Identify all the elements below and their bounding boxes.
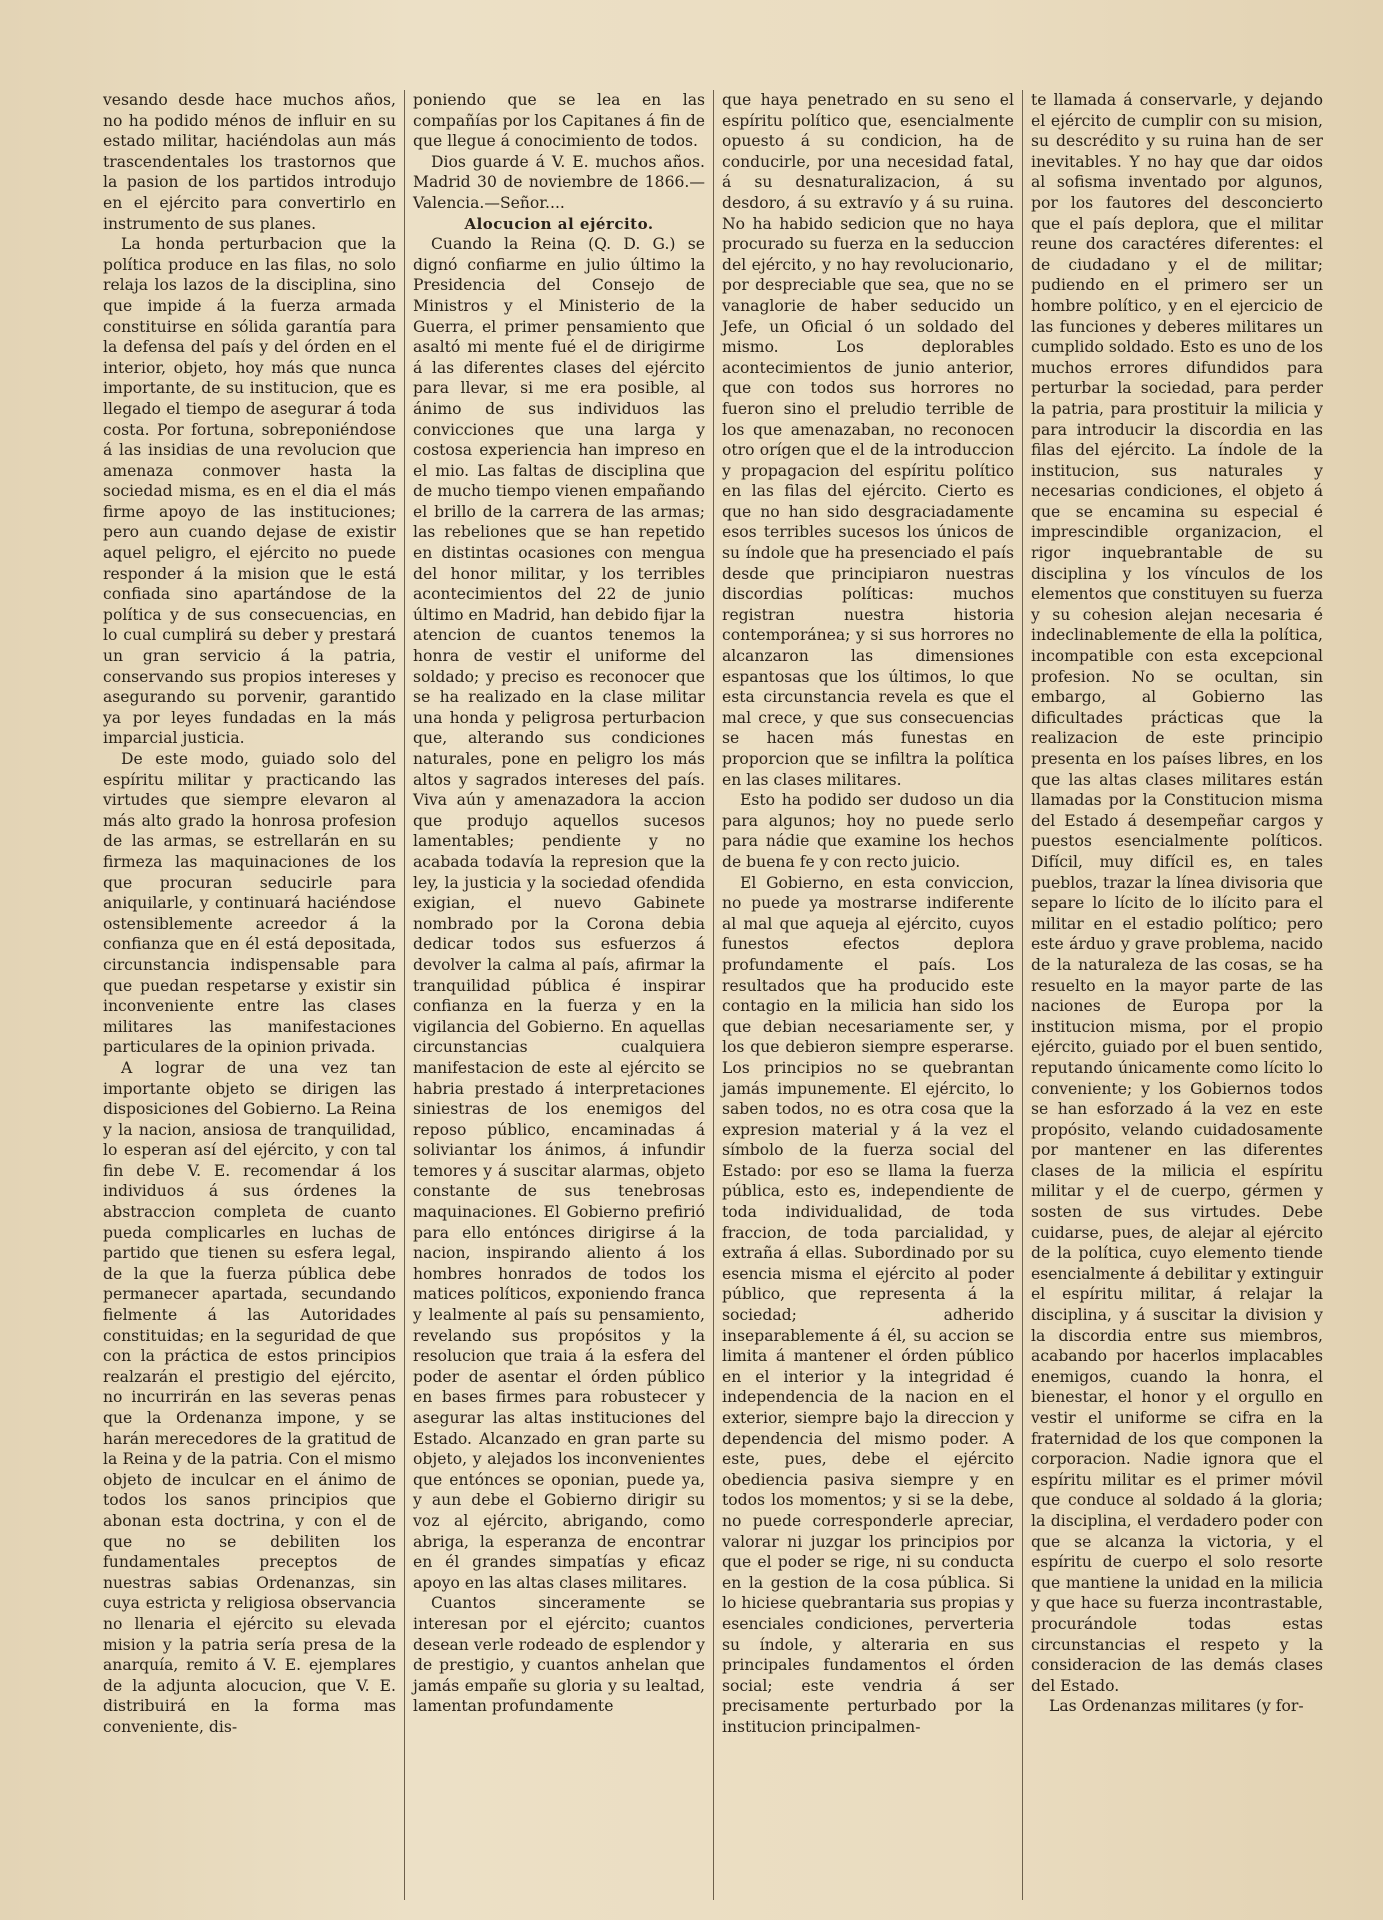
section-headline: Alocucion al ejército.	[464, 214, 654, 233]
article-paragraph: Dios guarde á V. E. muchos años. Madrid 30 de noviembre de 1866.—Valencia.—Señor....	[413, 152, 705, 212]
column-4	[1022, 90, 1331, 1900]
article-paragraph: Las Ordenanzas militares (y for-	[1049, 1697, 1304, 1716]
article-paragraph: que haya penetrado en su seno el espíritu político que, esencialmente opuesto á su condicion, ha de conducirle, por una necesidad fatal, á su desnaturalizacion, á su desdoro, á su extravío y á su ruina. No ha habido sedicion que no haya procurado su fuerza en la seduccion del ejército, y no hay revolucionario, por despreciable que sea, que no se vanaglorie de haber seducido un Jefe, un Oficial ó un soldado del mismo. Los deplorables acontecimientos de junio anterior, que con todos sus horrores no fueron sino el preludio terrible de los que amenazaban, no reconocen otro orígen que el de la introduccion y propagacion del espíritu político en las filas del ejército. Cierto es que no han sido desgraciadamente esos terribles sucesos los únicos de su índole que ha presenciado el país desde que principiaron nuestras discordias políticas: muchos registran nuestra historia contemporánea; y si sus horrores no alcanzaron las dimensiones espantosas que los últimos, lo que esta circunstancia revela es que el mal crece, y que sus consecuencias se hacen más funestas en proporcion que se infiltra la política en las clases militares.	[722, 91, 1014, 789]
article-paragraph: Esto ha podido ser dudoso un dia para algunos; hoy no puede serlo para nádie que examine los hechos de buena fe y con recto juicio.	[722, 791, 1014, 871]
article-paragraph: poniendo que se lea en las compañías por los Capitanes á fin de que llegue á conocimiento de todos.	[413, 91, 705, 151]
article-paragraph: Cuando la Reina (Q. D. G.) se dignó confiarme en julio último la Presidencia del Consejo de Ministros y el Ministerio de la Guerra, el primer pensamiento que asaltó mi mente fué el de dirigirme á las diferentes clases del ejército para llevar, si me era posible, al ánimo de sus individuos las convicciones que una larga y costosa experiencia han impreso en el mio. Las faltas de disciplina que de mucho tiempo vienen empañando el brillo de la carrera de las armas; las rebeliones que se han repetido en distintas ocasiones con mengua del honor militar, y los terribles acontecimientos del 22 de junio último en Madrid, han debido fijar la atencion de cuantos tenemos la honra de vestir el uniforme del soldado; y preciso es reconocer que se ha realizado en la clase militar una honda y peligrosa perturbacion que, alterando sus condiciones naturales, pone en peligro los más altos y sagrados intereses del país. Viva aún y amenazadora la accion que produjo aquellos sucesos lamentables; pendiente y no acabada todavía la represion que la ley, la justicia y la sociedad ofendida exigian, el nuevo Gabinete nombrado por la Corona debia dedicar todos sus esfuerzos á devolver la calma al país, afirmar la tranquilidad pública é inspirar confianza en la fuerza y en la vigilancia del Gobierno. En aquellas circunstancias cualquiera manifestacion de este al ejército se habria prestado á interpretaciones siniestras de los enemigos del reposo público, encaminadas á soliviantar los ánimos, á infundir temores y á suscitar alarmas, objeto constante de sus tenebrosas maquinaciones. El Gobierno prefirió para ello entónces dirigirse á la nacion, inspirando aliento á los hombres honrados de todos los matices políticos, exponiendo franca y lealmente al país su pensamiento, revelando sus propósitos y la resolucion que traia á la esfera del poder de asentar el órden público en bases firmes para robustecer y asegurar las altas instituciones del Estado. Alcanzado en gran parte su objeto, y alejados los inconvenientes que entónces se oponian, puede ya, y aun debe el Gobierno dirigir su voz al ejército, abrigando, como abriga, la esperanza de encontrar en él grandes simpatías y eficaz apoyo en las altas clases militares.	[413, 235, 705, 1592]
article-paragraph: La honda perturbacion que la política produce en las filas, no solo relaja los lazos de la disciplina, sino que impide á la fuerza armada constituirse en sólida garantía para la defensa del país y del órden en el interior, objeto, hoy más que nunca importante, de su institucion, que es llegado el tiempo de asegurar á toda costa. Por fortuna, sobreponiéndose á las insidias de una revolucion que amenaza conmover hasta la sociedad misma, es en el dia el más firme apoyo de las instituciones; pero aun cuando dejase de existir aquel peligro, el ejército no puede responder á la mision que le está confiada sino apartándose de la política y de sus consecuencias, en lo cual cumplirá su deber y prestará un gran servicio á la patria, conservando sus propios intereses y asegurando su porvenir, garantido ya por leyes fundadas en la más imparcial justicia.	[103, 235, 396, 748]
column-1	[95, 90, 404, 1900]
article-paragraph: A lograr de una vez tan importante objeto se dirigen las disposiciones del Gobierno. La Reina y la nacion, ansiosa de tranquilidad, lo esperan así del ejército, y con tal fin debe V. E. recomendar á los individuos á sus órdenes la abstraccion completa de cuanto pueda complicarles en luchas de partido que tienen su esfera legal, de la que la fuerza pública debe permanecer apartada, secundando fielmente á las Autoridades constituidas; en la seguridad de que con la práctica de estos principios realzarán el prestigio del ejército, no incurrirán en las severas penas que la Ordenanza impone, y se harán merecedores de la gratitud de la Reina y de la patria. Con el mismo objeto de inculcar en el ánimo de todos los sanos principios que abonan esta doctrina, y con el de que no se debiliten los fundamentales preceptos de nuestras sabias Ordenanzas, sin cuya estricta y religiosa observancia no llenaria el ejército su elevada mision y la patria sería presa de la anarquía, remito á V. E. ejemplares de la adjunta alocucion, que V. E. distribuirá en la forma mas conveniente, dis-	[103, 1058, 396, 1736]
article-paragraph: De este modo, guiado solo del espíritu militar y practicando las virtudes que siempre elevaron al más alto grado la honrosa profesion de las armas, se estrellarán en su firmeza las maquinaciones de los que procuran seducirle para aniquilarle, y continuará haciéndose ostensiblemente acreedor á la confianza que en él está depositada, circunstancia indispensable para que puedan respetarse y existir sin inconveniente entre las clases militares las manifestaciones particulares de la opinion privada.	[103, 750, 396, 1057]
article-paragraph: El Gobierno, en esta conviccion, no puede ya mostrarse indiferente al mal que aqueja al ejército, cuyos funestos efectos deplora profundamente el país. Los resultados que ha producido este contagio en la milicia han sido los que debian necesariamente ser, y los que debieron siempre esperarse. Los principios no se quebrantan jamás impunemente. El ejército, lo saben todos, no es otra cosa que la expresion material y á la vez el símbolo de la fuerza social del Estado: por eso se llama la fuerza pública, esto es, independiente de toda individualidad, de toda fraccion, de toda parcialidad, y extraña á ellas. Subordinado por su esencia misma el ejército al poder público, que representa á la sociedad; adherido inseparablemente á él, su accion se limita á mantener el órden público en el interior y la integridad é independencia de la nacion en el exterior, siempre bajo la direccion y dependencia del mismo poder. A este, pues, debe el ejército obediencia pasiva siempre y en todos los momentos; y si se la debe, no puede corresponderle apreciar, valorar ni juzgar los principios por que el poder se rige, ni su conducta en la gestion de la cosa pública. Si lo hiciese quebrantaria sus propias y esenciales condiciones, perverteria su índole, y alteraria en sus principales fundamentos el órden social; este vendria á ser precisamente perturbado por la institucion principalmen-	[722, 873, 1014, 1736]
article-paragraph: vesando desde hace muchos años, no ha podido ménos de influir en su estado militar, haciéndolas aun más trascendentales los trastornos que la pasion de los partidos introdujo en el ejército para convertirlo en instrumento de sus planes.	[103, 91, 396, 233]
article-paragraph: Cuantos sinceramente se interesan por el ejército; cuantos desean verle rodeado de esplendor y de prestigio, y cuantos anhelan que jamás empañe su gloria y su lealtad, lamentan profundamente	[413, 1594, 705, 1716]
article-paragraph: te llamada á conservarle, y dejando el ejército de cumplir con su mision, su descrédito y su ruina han de ser inevitables. Y no hay que dar oidos al sofisma inventado por algunos, por los fautores del desconcierto que el país deplora, que el militar reune dos caractéres diferentes: el de ciudadano y el de militar; pudiendo en el primero ser un hombre político, y en el ejercicio de las funciones y deberes militares un cumplido soldado. Esto es uno de los muchos errores difundidos para perturbar la sociedad, para perder la patria, para prostituir la milicia y para introducir la discordia en las filas del ejército. La índole de la institucion, sus naturales y necesarias condiciones, el objeto á que se encamina su especial é imprescindible organizacion, el rigor inquebrantable de su disciplina y los vínculos de los elementos que constituyen su fuerza y su cohesion alejan necesaria é indeclinablemente de ella la política, incompatible con esta excepcional profesion. No se ocultan, sin embargo, al Gobierno las dificultades prácticas que la realizacion de este principio presenta en los países libres, en los que las altas clases militares están llamadas por la Constitucion misma del Estado á desempeñar cargos y puestos esencialmente políticos. Difícil, muy difícil es, en tales pueblos, trazar la línea divisoria que separe lo lícito de lo ilícito para el militar en el estadio político; pero este árduo y grave problema, nacido de la naturaleza de las cosas, se ha resuelto en la mayor parte de las naciones de Europa por la institucion misma, por el propio ejército, guiado por el buen sentido, reputando únicamente como lícito lo conveniente; y los Gobiernos todos se han esforzado á la vez en este propósito, velando cuidadosamente por mantener en las diferentes clases de la milicia el espíritu militar y el de cuerpo, gérmen y sosten de sus virtudes. Debe cuidarse, pues, de alejar al ejército de la política, cuyo elemento tiende esencialmente á debilitar y extinguir el espíritu militar, á relajar la disciplina, y á suscitar la division y la discordia entre sus miembros, acabando por hacerlos implacables enemigos, cuando la honra, el bienestar, el honor y el orgullo en vestir el uniforme se cifra en la fraternidad de los que componen la corporacion. Nadie ignora que el espíritu militar es el primer móvil que conduce al soldado á la gloria; la disciplina, el verdadero poder con que se alcanza la victoria, y el espíritu de cuerpo el solo resorte que mantiene la unidad en la milicia y que hace su fuerza incontrastable, procurándole todas estas circunstancias el respeto y la consideracion de las demás clases del Estado.	[1031, 91, 1323, 1695]
text-columns	[95, 90, 1353, 1900]
column-2	[404, 90, 713, 1900]
column-3	[713, 90, 1022, 1900]
